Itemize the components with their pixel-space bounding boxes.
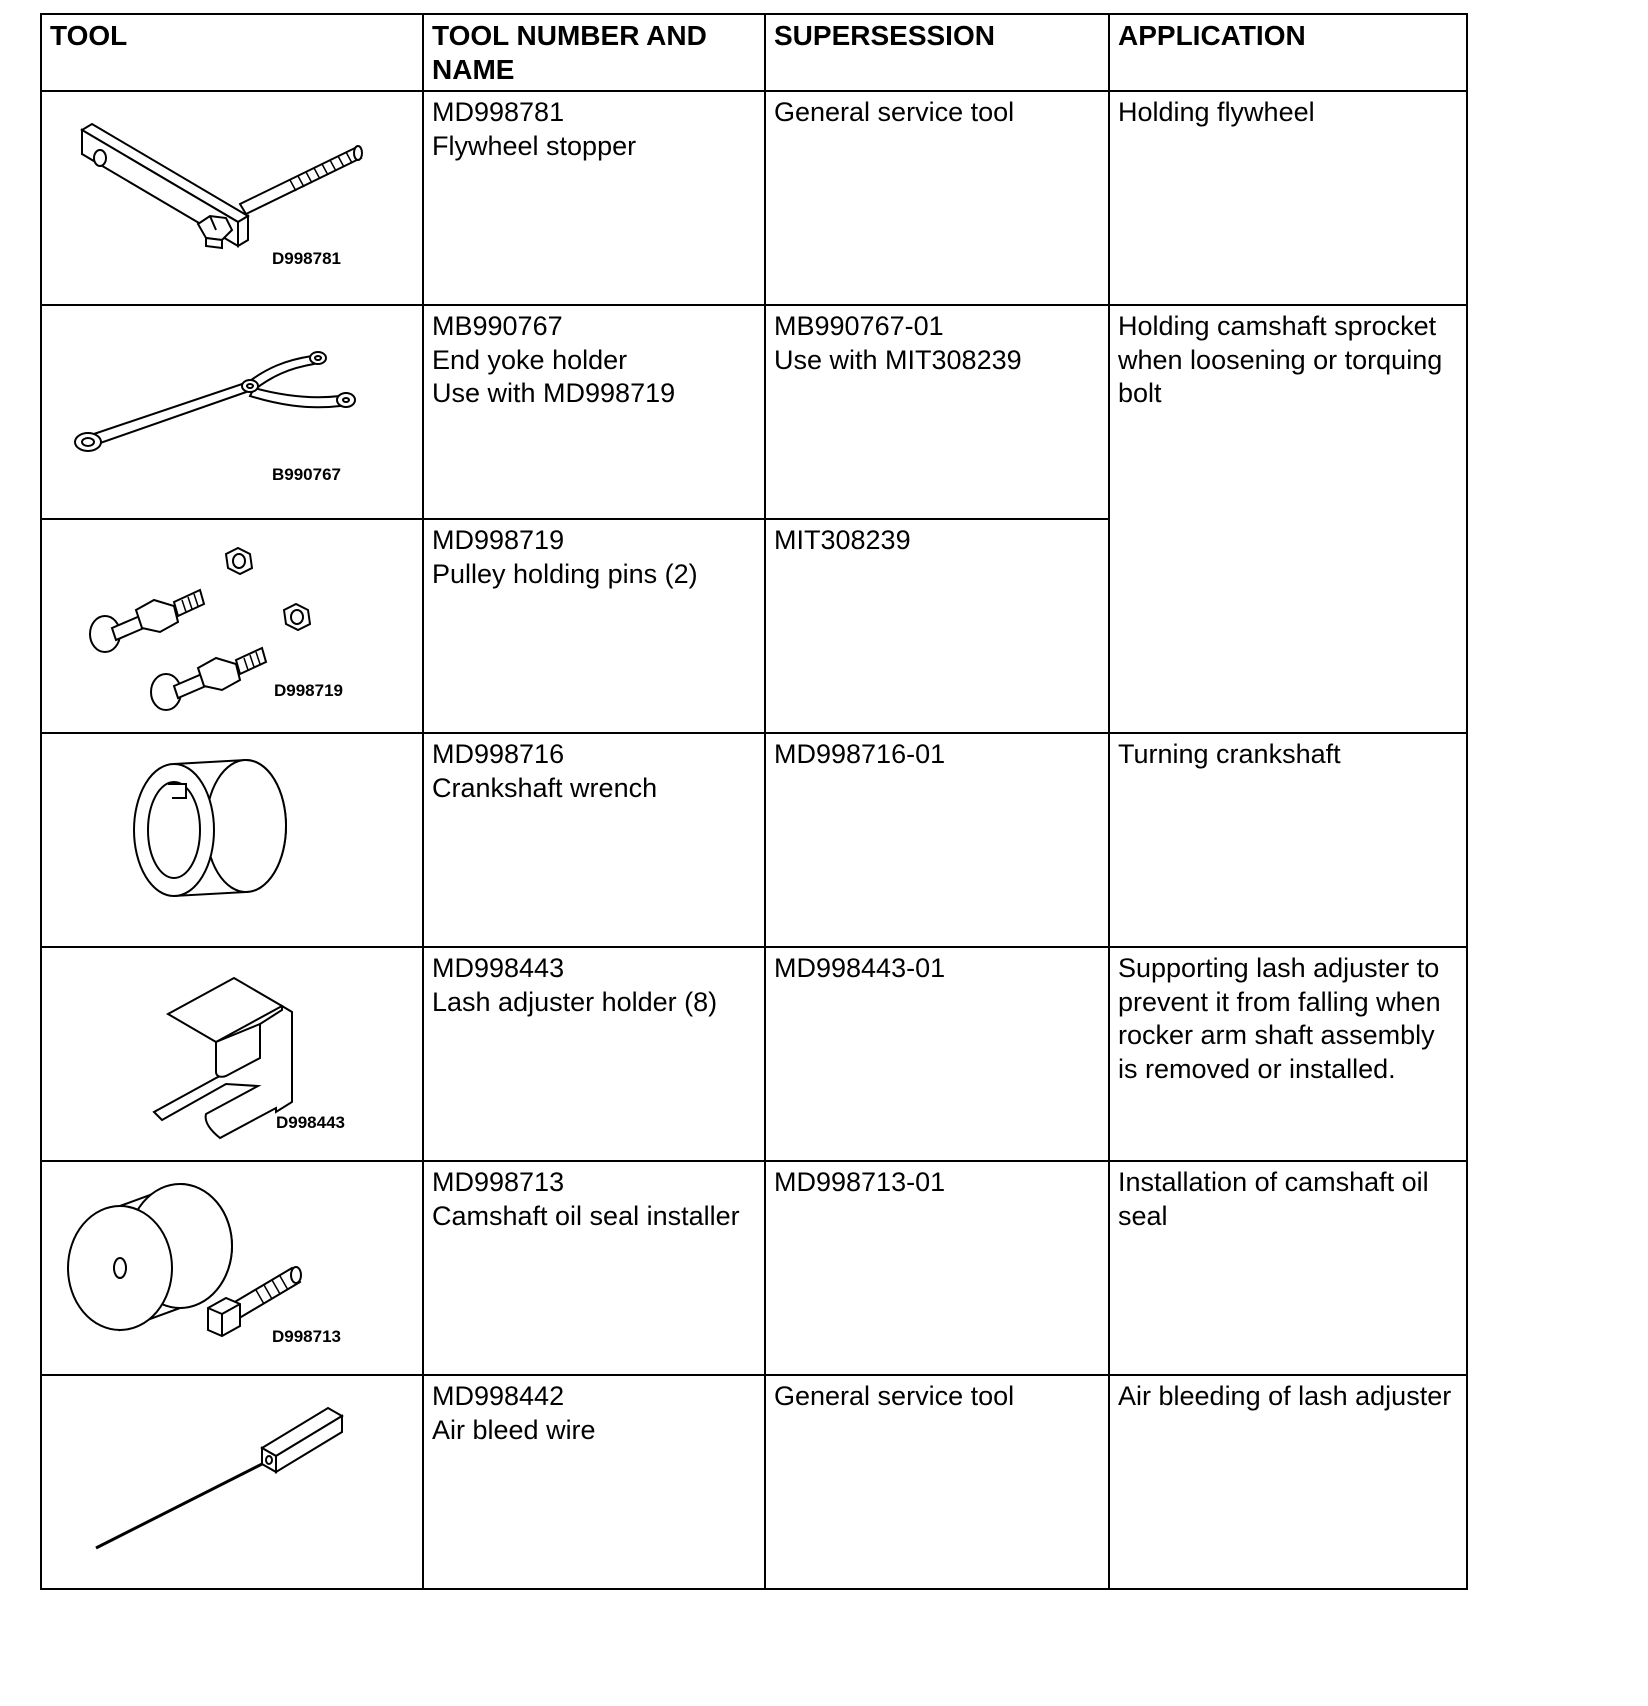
tool-number-and-name-cell [423,733,765,947]
tool-name: Camshaft oil seal installer [432,1200,740,1231]
figure-label: D998713 [272,1327,342,1346]
supersession-cell [765,1161,1109,1375]
figure-label: D998781 [272,249,342,268]
special-tools-table [40,13,1468,1590]
application-text: Holding flywheel [1118,97,1315,127]
tool-illustration-cell [41,519,423,733]
tool-illustration-cell [41,91,423,305]
tool-number-and-name-cell [423,519,765,733]
supersession-cell [765,519,1109,733]
flywheel-stopper-icon [50,96,428,302]
crankshaft-wrench-icon [50,738,428,944]
application-text: Supporting lash adjuster to prevent it from falling when rocker arm shaft assembly is removed or installed. [1118,953,1441,1084]
tool-number: MD998781 [432,97,565,127]
pulley-holding-pins-icon [50,524,428,730]
header-supersession: SUPERSESSION [765,14,1109,91]
tool-illustration-cell [41,1161,423,1375]
supersession-cell [765,1375,1109,1589]
table-row [41,91,1467,305]
application-text: Turning crankshaft [1118,739,1341,769]
tool-number: MD998442 [432,1381,565,1411]
tool-illustration-cell [41,733,423,947]
tool-illustration-cell [41,1375,423,1589]
header-number-line1: TOOL NUMBER AND [432,20,707,51]
air-bleed-wire-icon [50,1380,428,1586]
tool-name: Pulley holding pins (2) [432,558,698,589]
supersession-value: MD998713-01 [774,1167,946,1197]
header-row [41,14,1467,91]
supersession-note: Use with MIT308239 [774,344,1022,375]
supersession-cell [765,947,1109,1161]
figure-label: D998719 [274,681,344,700]
application-text: Air bleeding of lash adjuster [1118,1381,1452,1411]
application-text: Holding camshaft sprocket when loosening or torquing bolt [1118,311,1443,408]
tool-number-and-name-cell [423,91,765,305]
supersession-value: MD998443-01 [774,953,946,983]
table-row [41,1161,1467,1375]
end-yoke-holder-icon [50,310,428,516]
tool-name: Crankshaft wrench [432,772,658,803]
supersession-value: MB990767-01 [774,311,944,341]
header-number-line2: NAME [432,54,515,85]
tool-number-and-name-cell [423,947,765,1161]
tool-name: Lash adjuster holder (8) [432,986,718,1017]
application-cell [1109,1161,1467,1375]
tool-name: Air bleed wire [432,1414,596,1445]
tool-illustration-cell [41,305,423,519]
lash-adjuster-holder-icon [50,952,428,1158]
supersession-value: MIT308239 [774,525,911,555]
supersession-cell [765,91,1109,305]
table-row [41,305,1467,519]
camshaft-oil-seal-installer-icon [50,1166,428,1372]
tool-note: Use with MD998719 [432,378,676,408]
figure-label: D998443 [276,1113,346,1132]
tool-number: MB990767 [432,311,563,341]
tool-number: MD998713 [432,1167,565,1197]
figure-label: B990767 [272,465,342,484]
header-tool: TOOL [41,14,423,91]
supersession-cell [765,305,1109,519]
application-cell [1109,1375,1467,1589]
tool-number: MD998719 [432,525,565,555]
tool-name: End yoke holder [432,344,628,375]
supersession-value: General service tool [774,97,1015,127]
tool-name: Flywheel stopper [432,130,637,161]
header-tool-number-and-name [423,14,765,91]
tool-number: MD998716 [432,739,565,769]
application-cell [1109,305,1467,733]
application-cell [1109,947,1467,1161]
application-text: Installation of camshaft oil seal [1118,1167,1429,1231]
tool-number-and-name-cell [423,1375,765,1589]
table-row [41,733,1467,947]
tool-number-and-name-cell [423,305,765,519]
header-application: APPLICATION [1109,14,1467,91]
supersession-value: General service tool [774,1381,1015,1411]
application-cell [1109,733,1467,947]
table-row [41,947,1467,1161]
supersession-value: MD998716-01 [774,739,946,769]
application-cell [1109,91,1467,305]
table-row [41,1375,1467,1589]
tool-illustration-cell [41,947,423,1161]
tool-number: MD998443 [432,953,565,983]
supersession-cell [765,733,1109,947]
tool-number-and-name-cell [423,1161,765,1375]
